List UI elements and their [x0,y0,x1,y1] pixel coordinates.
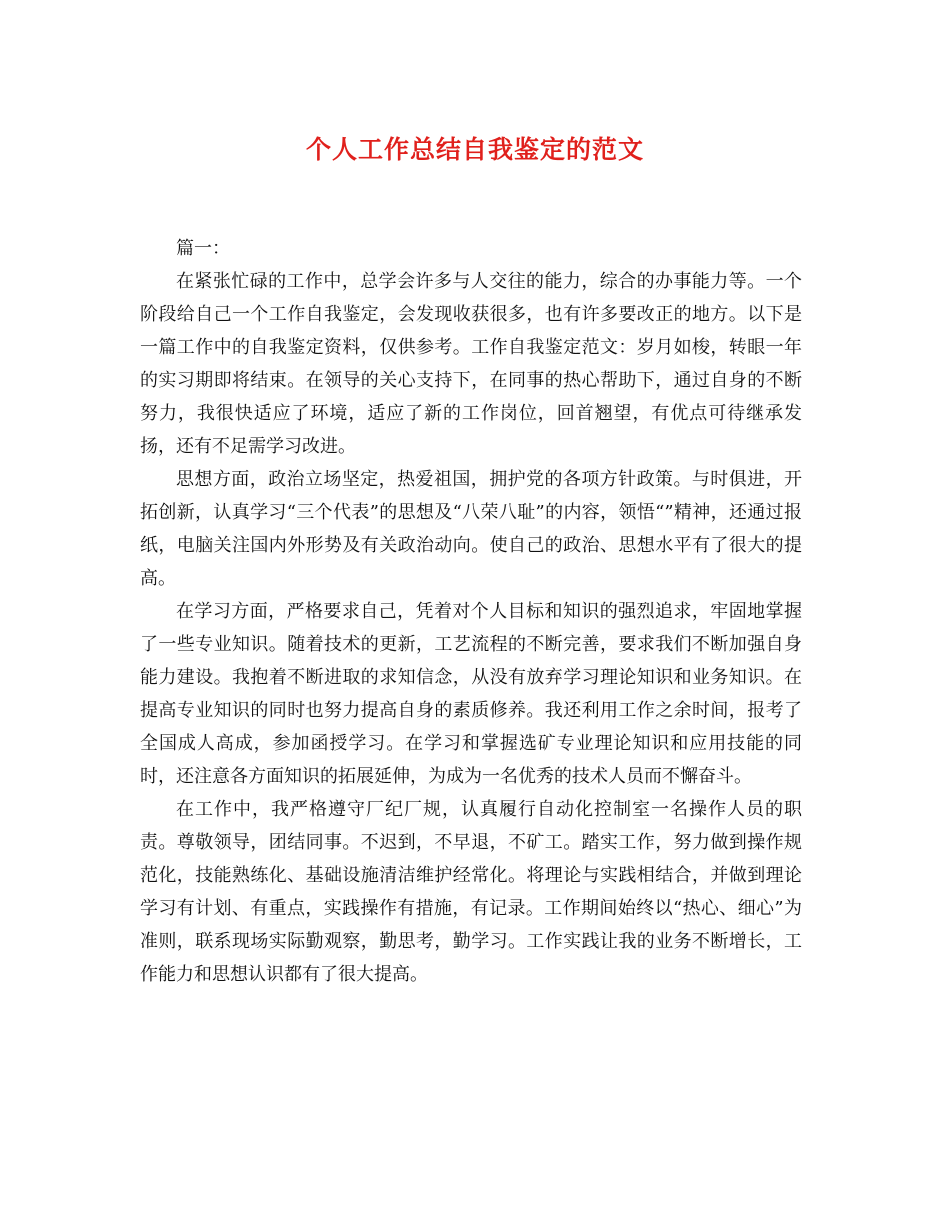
paragraph-thought: 思想方面，政治立场坚定，热爱祖国，拥护党的各项方针政策。与时俱进，开拓创新，认真学习“三个代表”的思想及“八荣八耻”的内容，领悟“”精神，还通过报纸，电脑关注国内外形势及有关政治动向。使自己的政治、思想水平有了很大的提高。 [140,469,802,589]
document-title: 个人工作总结自我鉴定的范文 [305,135,644,164]
paragraph-section-heading: 篇一： [176,238,230,259]
paragraph-work: 在工作中，我严格遵守厂纪厂规，认真履行自动化控制室一名操作人员的职责。尊敬领导，团结同事。不迟到，不早退，不矿工。踏实工作，努力做到操作规范化，技能熟练化、基础设施清洁维护经常化。将理论与实践相结合，并做到理论学习有计划、有重点，实践操作有措施，有记录。工作期间始终以“热心、细心”为准则，联系现场实际勤观察，勤思考，勤学习。工作实践让我的业务不断增长，工作能力和思想认识都有了很大提高。 [140,799,802,985]
paragraph-study: 在学习方面，严格要求自己，凭着对个人目标和知识的强烈追求，牢固地掌握了一些专业知识。随着技术的更新，工艺流程的不断完善，要求我们不断加强自身能力建设。我抱着不断进取的求知信念，从没有放弃学习理论知识和业务知识。在提高专业知识的同时也努力提高自身的素质修养。我还利用工作之余时间，报考了全国成人高成，参加函授学习。在学习和掌握选矿专业理论知识和应用技能的同时，还注意各方面知识的拓展延伸，为成为一名优秀的技术人员而不懈奋斗。 [140,601,802,787]
document-body [140,232,802,991]
paragraph-intro: 在紧张忙碌的工作中，总学会许多与人交往的能力，综合的办事能力等。一个阶段给自己一个工作自我鉴定，会发现收获很多，也有许多要改正的地方。以下是一篇工作中的自我鉴定资料，仅供参考。工作自我鉴定范文：岁月如梭，转眼一年的实习期即将结束。在领导的关心支持下，在同事的热心帮助下，通过自身的不断努力，我很快适应了环境，适应了新的工作岗位，回首翘望，有优点可待继承发扬，还有不足需学习改进。 [140,271,802,457]
